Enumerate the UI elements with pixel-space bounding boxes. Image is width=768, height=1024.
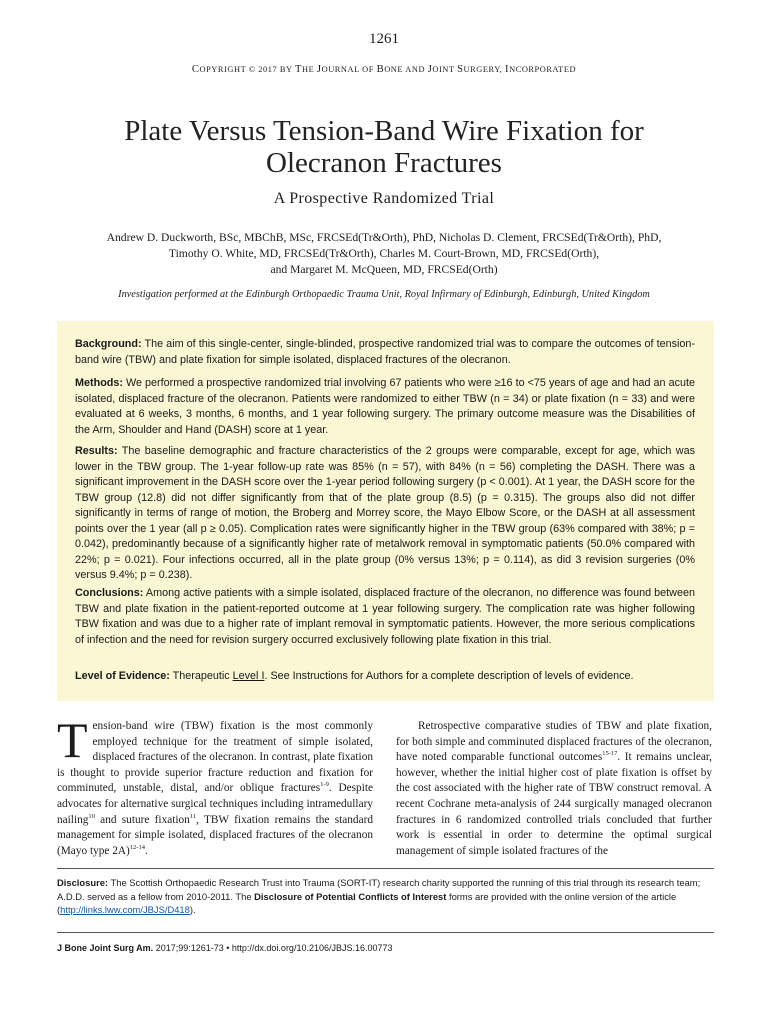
disclosure-divider (57, 868, 714, 869)
authors-line-3: and Margaret M. McQueen, MD, FRCSEd(Orth) (270, 263, 498, 276)
abstract-results: Results: The baseline demographic and fracture characteristics of the 2 groups were comparable, except for age, which was lower in the TBW group. The 1-year follow-up rate was 85% (n = 57), with 84% (n = 56) completing the DASH. There was a significant improvement in the DASH score over the 1-year period following surgery (p < 0.001). At 1 year, the DASH score for the TBW group (12.8) did not differ significantly from that of the plate group (8.5) (p = 0.315). The groups also did not differ significantly in terms of range of motion, the Broberg and Morrey score, the Mayo Elbow Score, or the DASH at all assessment points over the 1 year (all p ≥ 0.05). Complication rates were significantly higher in the TBW group (63% compared with 38%; p = 0.042), predominantly because of a significantly higher rate of metalwork removal in symptomatic patients (50.0% compared with 22%; p = 0.021). Four infections occurred, all in the plate group (0% versus 13%; p = 0.114), as did 3 revision surgeries (0% versus 9.4%; p = 0.238). (75, 445, 695, 581)
level-of-evidence-link[interactable]: Level I (232, 670, 265, 682)
article-subtitle: A Prospective Randomized Trial (273, 190, 495, 207)
disclosure: Disclosure: The Scottish Orthopaedic Research Trust into Trauma (SORT-IT) research charity supported the running of this trial through its research team; A.D.D. served as a fellow from 2010-2011. The Disclosure of Potential Conflicts of Interest forms are provided with the online version of the article (http://links.lww.com/JBJS/D418). (57, 877, 701, 915)
body-column-right: Retrospective comparative studies of TBW and plate fixation, for both simple and comminuted displaced fractures of the olecranon, have noted comparable functional outcomes$^{15-17}$. It remains unclear, however, whether the initial higher cost of plate fixation is offset by the cost associated with the higher rate of TBW construct removal. A recent Cochrane meta-analysis of 244 surgically managed olecranon fractures in 6 randomized controlled trials concluded that further work is essential in order to determine the optimal surgical management of simple isolated fractures of the (396, 720, 712, 857)
footer-divider (57, 932, 714, 933)
page-number: 1261 (369, 31, 399, 47)
abstract-level-of-evidence: Level of Evidence: Therapeutic Level I. See Instructions for Authors for a complete description of levels of evidence. (75, 670, 634, 682)
authors-line-2: Timothy O. White, MD, FRCSEd(Tr&Orth), Charles M. Court-Brown, MD, FRCSEd(Orth), (168, 247, 600, 260)
author-list (0, 230, 768, 278)
title-line-1: Plate Versus Tension-Band Wire Fixation for (124, 115, 644, 147)
supplement-link[interactable]: http://links.lww.com/JBJS/D418 (60, 904, 190, 915)
authors-line-1: Andrew D. Duckworth, BSc, MBChB, MSc, FRCSEd(Tr&Orth), PhD, Nicholas D. Clement, FRCSEd(Tr&Orth), PhD, (106, 231, 662, 244)
abstract-methods: Methods: We performed a prospective randomized trial involving 67 patients who were ≥16 to <75 years of age and had an acute isolated, displaced fracture of the olecranon. Patients were randomized to either TBW (n = 34) or plate fixation (n = 33) and were evaluated at 6 weeks, 3 months, 6 months, and 1 year following surgery. The primary outcome measure was the Disabilities of the Arm, Shoulder and Hand (DASH) score at 1 year. (75, 377, 695, 436)
abstract-background: Background: The aim of this single-center, single-blinded, prospective randomized trial was to compare the outcomes of tension-band wire (TBW) and plate fixation for simple isolated, displaced fractures of the olecranon. (75, 338, 695, 366)
affiliation: Investigation performed at the Edinburgh Orthopaedic Trauma Unit, Royal Infirmary of Edinburgh, Edinburgh, United Kingdom (118, 289, 650, 300)
article-title (0, 115, 768, 179)
abstract-conclusions: Conclusions: Among active patients with a simple isolated, displaced fracture of the olecranon, no difference was found between TBW and plate fixation in the patient-reported outcome at 1 year following surgery. The complication rate was higher following TBW fixation and was due to a higher rate of implant removal in symptomatic patients. However, the more serious complications of infection and the need for revision surgery occurred exclusively following plate fixation in this trial. (75, 587, 695, 646)
drop-cap: T (57, 712, 88, 768)
conflicts-of-interest-label: Disclosure of Potential Conflicts of Interest (254, 890, 447, 902)
article-citation: J Bone Joint Surg Am. 2017;99:1261-73 • http://dx.doi.org/10.2106/JBJS.16.00773 (57, 943, 393, 953)
body-column-left: Tension-band wire (TBW) fixation is the most commonly employed technique for the treatment of simple isolated, displaced fractures of the olecranon. In contrast, plate fixation is thought to provide superior fracture reduction and fixation for comminuted, unstable, distal, and/or oblique fractures$^{1-9}$. Despite advocates for alternative surgical techniques including intramedullary nailing$^{10}$ and suture fixation$^{11}$, TBW fixation remains the standard management for simple isolated, displaced fractures of the olecranon (Mayo type 2A)$^{12-14}$. (57, 712, 373, 857)
title-line-2: Olecranon Fractures (266, 147, 502, 179)
copyright-notice: COPYRIGHT © 2017 BY THE JOURNAL OF BONE AND JOINT SURGERY, INCORPORATED (191, 64, 577, 75)
